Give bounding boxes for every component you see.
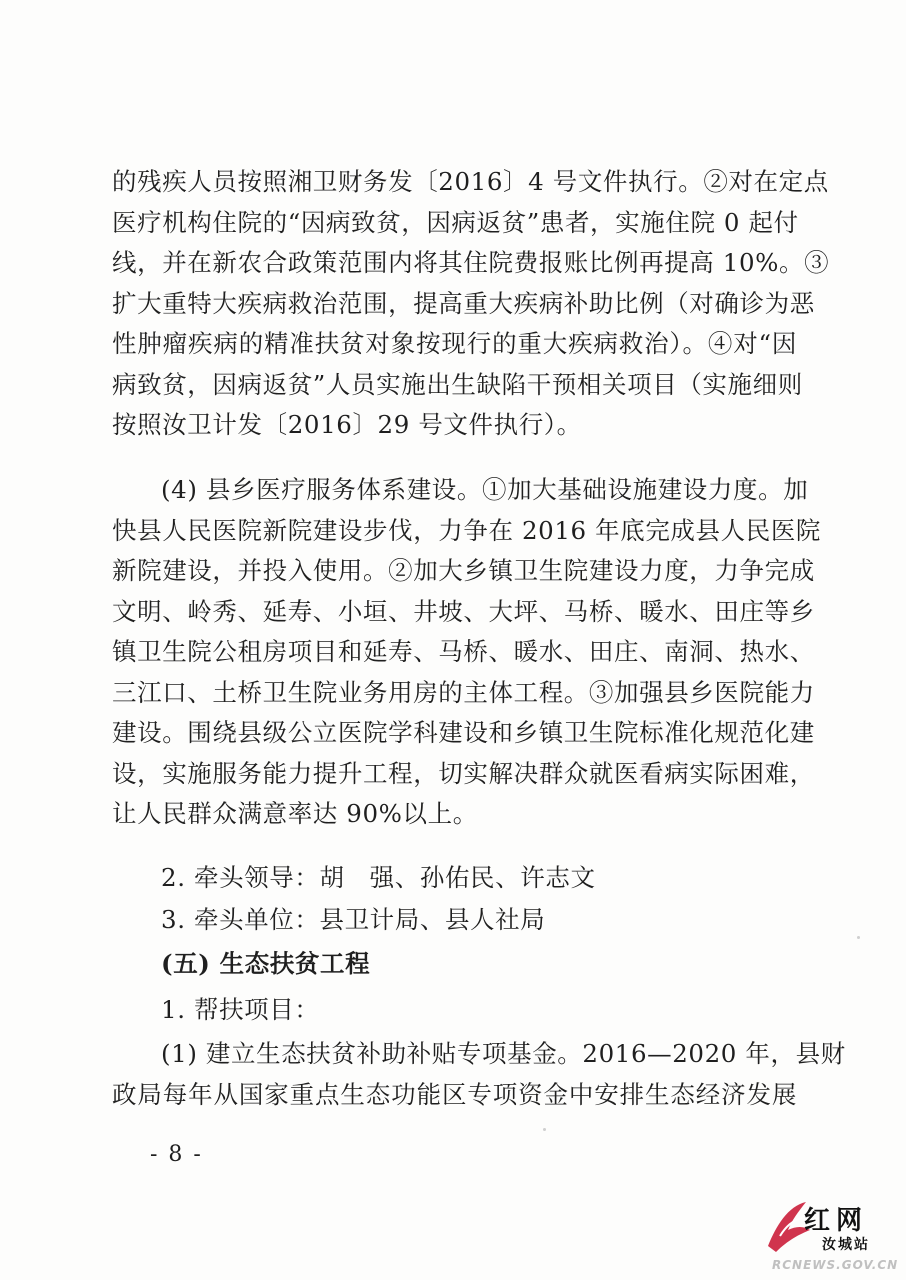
text-line: 扩大重特大疾病救治范围，提高重大疾病补助比例（对确诊为恶: [112, 288, 815, 318]
text-line: 政局每年从国家重点生态功能区专项资金中安排生态经济发展: [112, 1079, 797, 1109]
text-line: (4) 县乡医疗服务体系建设。①加大基础设施建设力度。加: [161, 475, 809, 504]
text-line: 1. 帮扶项目：: [161, 995, 320, 1024]
text-line: (1) 建立生态扶贫补助补贴专项基金。2016—2020 年，县财: [161, 1039, 846, 1068]
section-heading: [112, 944, 797, 985]
watermark-url: RCNEWS.GOV.CN: [772, 1258, 899, 1272]
scan-speck: [543, 1128, 546, 1131]
section-title: (五) 生态扶贫工程: [161, 949, 371, 978]
text-line: 3. 牵头单位：县卫计局、县人社局: [161, 905, 546, 934]
paragraph-ecological-fund: [112, 1034, 846, 1115]
watermark-station: 汝城站: [822, 1237, 870, 1253]
text-line: 性肿瘤疾病的精准扶贫对象按现行的重大疾病救治）。④对“因: [112, 329, 797, 358]
text-line: 让人民群众满意率达 90%以上。: [112, 799, 478, 828]
text-line: 快县人民医院新院建设步伐，力争在 2016 年底完成县人民医院: [112, 515, 822, 545]
lead-leaders: [112, 858, 797, 899]
scan-speck: [857, 936, 860, 939]
text-line: 病致贫，因病返贫”人员实施出生缺陷干预相关项目（实施细则: [112, 369, 803, 399]
text-line: 按照汝卫计发〔2016〕29 号文件执行）。: [112, 410, 582, 439]
text-line: 镇卫生院公租房项目和延寿、马桥、暖水、田庄、南洞、热水、: [112, 637, 815, 666]
text-line: 线，并在新农合政策范围内将其住院费报账比例再提高 10%。③: [112, 248, 830, 277]
paragraph-medical-policy: [112, 162, 830, 446]
text-line: 医疗机构住院的“因病致贫，因病返贫”患者，实施住院 0 起付: [112, 207, 799, 237]
text-line: 三江口、土桥卫生院业务用房的主体工程。③加强县乡医院能力: [112, 677, 815, 707]
text-line: 建设。围绕县级公立医院学科建设和乡镇卫生院标准化规范化建: [112, 718, 815, 747]
paragraph-medical-system: [112, 470, 822, 835]
text-line: 新院建设，并投入使用。②加大乡镇卫生院建设力度，力争完成: [112, 556, 815, 585]
watermark-logo: [760, 1200, 900, 1276]
watermark-brand: 红网: [804, 1206, 869, 1236]
text-line: 设，实施服务能力提升工程，切实解决群众就医看病实际困难，: [112, 758, 815, 788]
page-number: - 8 -: [150, 1142, 203, 1167]
item-projects: [112, 990, 797, 1031]
text-line: 文明、岭秀、延寿、小垣、井坡、大坪、马桥、暖水、田庄等乡: [112, 596, 815, 626]
text-line: 2. 牵头领导：胡 强、孙佑民、许志文: [161, 863, 596, 892]
text-line: 的残疾人员按照湘卫财务发〔2016〕4 号文件执行。②对在定点: [112, 167, 829, 196]
lead-units: [112, 900, 797, 941]
